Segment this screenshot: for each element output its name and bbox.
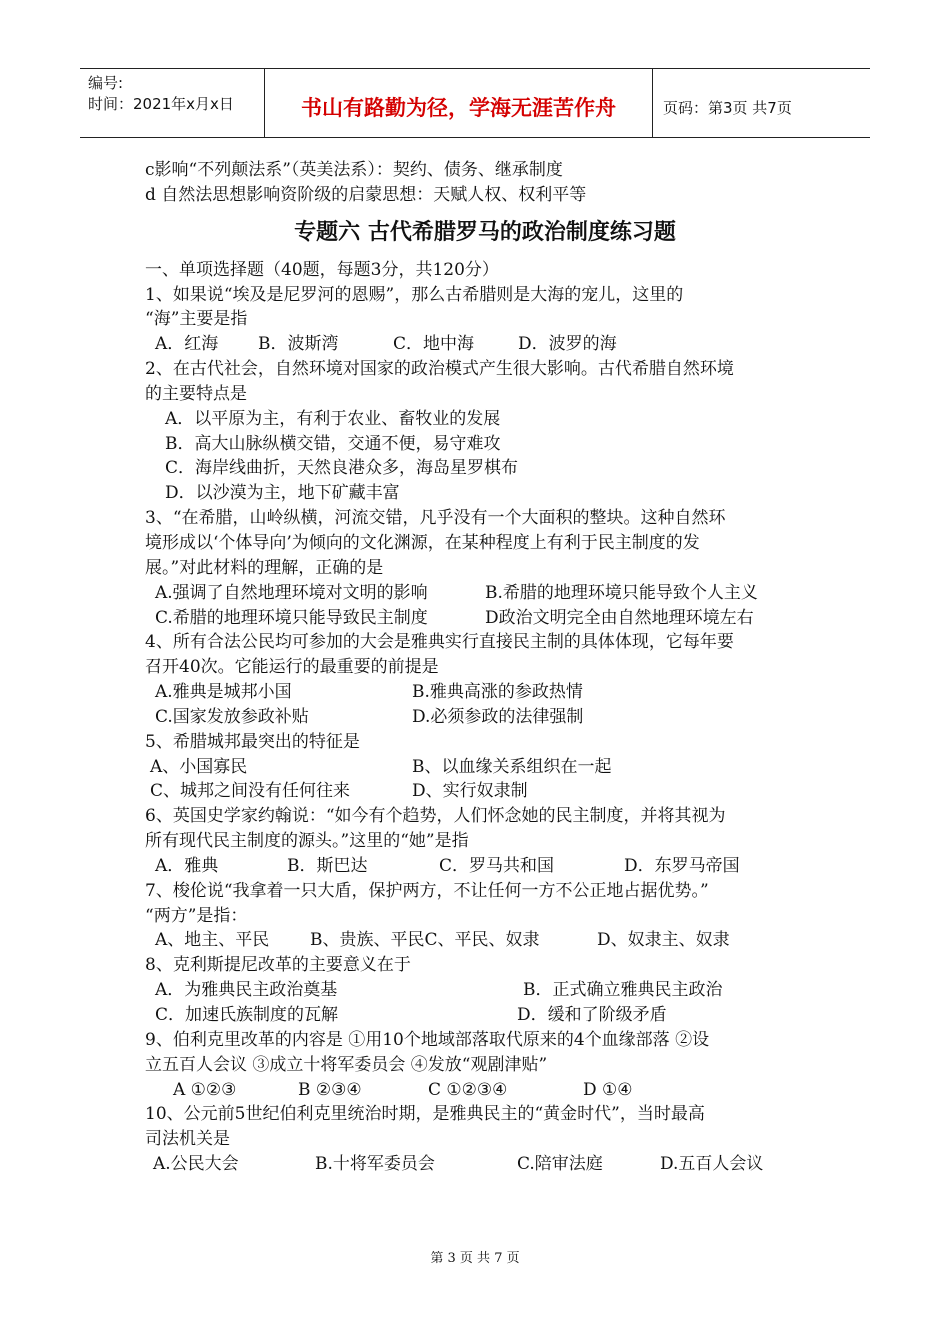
question-6 — [145, 804, 825, 879]
option-d: D.必须参政的法律强制 — [412, 706, 584, 727]
page-header — [80, 68, 870, 138]
option-d: D政治文明完全由自然地理环境左右 — [485, 607, 754, 628]
option-row — [145, 581, 825, 606]
option-d: D．缓和了阶级矛盾 — [517, 1005, 667, 1025]
option-c: C、城邦之间没有任何往来 — [150, 781, 351, 802]
option-d: D．东罗马帝国 — [624, 855, 740, 876]
question-text: 6、英国史学家约翰说：“如今有个趋势，人们怀念她的民主制度，并将其视为 — [145, 806, 726, 827]
option-a: A．红海 — [155, 334, 219, 355]
question-4 — [145, 630, 825, 729]
option-row — [145, 1078, 825, 1103]
question-text: 8、克利斯提尼改革的主要意义在于 — [145, 955, 411, 976]
question-text: 的主要特点是 — [145, 383, 247, 404]
option-c: C.陪审法庭 — [517, 1154, 603, 1175]
intro-line: d 自然法思想影响资阶级的启蒙思想：天赋人权、权利平等 — [145, 184, 587, 205]
header-motto: 书山有路勤为径，学海无涯苦作舟 — [265, 69, 653, 137]
option-row — [145, 978, 825, 1003]
option-d: D ①④ — [583, 1079, 633, 1100]
option-d: D.五百人会议 — [660, 1154, 764, 1175]
question-text: 展。”对此材料的理解，正确的是 — [145, 557, 384, 578]
option-b: B.希腊的地理环境只能导致个人主义 — [485, 582, 758, 603]
question-5 — [145, 730, 825, 805]
option-row — [145, 928, 825, 953]
question-text: 9、伯利克里改革的内容是 ①用10个地域部落取代原来的4个血缘部落 ②设 — [145, 1029, 710, 1050]
question-text: 2、在古代社会，自然环境对国家的政治模式产生很大影响。古代希腊自然环境 — [145, 359, 734, 380]
option-d: D、实行奴隶制 — [412, 781, 528, 802]
option-a: A．雅典 — [155, 855, 219, 876]
option-b: B．高大山脉纵横交错，交通不便，易守难攻 — [165, 433, 501, 454]
option-a: A ①②③ — [173, 1079, 237, 1100]
intro-line: c影响“不列颠法系”（英美法系）：契约、债务、继承制度 — [145, 160, 563, 180]
option-row — [145, 680, 825, 705]
document-title: 专题六 古代希腊罗马的政治制度练习题 — [294, 219, 676, 245]
question-text: 5、希腊城邦最突出的特征是 — [145, 731, 360, 752]
option-c: C．地中海 — [393, 334, 475, 355]
section-heading: 一、单项选择题（40题，每题3分，共120分） — [145, 259, 499, 280]
option-b: B.雅典高涨的参政热情 — [412, 682, 583, 703]
question-text: 4、所有合法公民均可参加的大会是雅典实行直接民主制的具体体现，它每年要 — [145, 632, 734, 653]
option-row — [145, 1003, 825, 1028]
question-3 — [145, 506, 825, 630]
option-d: D．以沙漠为主，地下矿藏丰富 — [165, 483, 400, 504]
option-a: A、小国寡民 — [150, 756, 248, 777]
question-text: 1、如果说“埃及是尼罗河的恩赐”，那么古希腊则是大海的宠儿，这里的 — [145, 284, 684, 305]
option-b: B.十将军委员会 — [315, 1154, 435, 1175]
header-meta — [80, 69, 265, 137]
option-row — [145, 779, 825, 804]
option-row — [145, 606, 825, 631]
option-row — [145, 854, 825, 879]
option-a: A．以平原为主，有利于农业、畜牧业的发展 — [165, 408, 501, 429]
document-date: 时间：2021年x月x日 — [88, 95, 234, 113]
option-row — [145, 1152, 825, 1177]
option-b: B．斯巴达 — [287, 855, 368, 876]
option-b: B．正式确立雅典民主政治 — [523, 980, 723, 1001]
question-2 — [145, 357, 825, 506]
option-c: C ①②③④ — [428, 1079, 508, 1100]
option-a: A.公民大会 — [153, 1154, 239, 1175]
document-body — [145, 158, 825, 1177]
question-9 — [145, 1028, 825, 1103]
option-a: A.强调了自然地理环境对文明的影响 — [155, 582, 428, 603]
question-7 — [145, 879, 825, 954]
question-10 — [145, 1102, 825, 1177]
option-row — [145, 755, 825, 780]
question-text: 召开40次。它能运行的最重要的前提是 — [145, 657, 439, 678]
option-b: B．波斯湾 — [258, 334, 339, 355]
question-1 — [145, 283, 825, 358]
question-text: 10、公元前5世纪伯利克里统治时期，是雅典民主的“黄金时代”，当时最高 — [145, 1104, 705, 1125]
option-c: C．加速氏族制度的瓦解 — [155, 1005, 339, 1025]
option-b-c: B、贵族、平民C、平民、奴隶 — [310, 930, 540, 951]
option-c: C．海岸线曲折，天然良港众多，海岛星罗棋布 — [165, 458, 519, 479]
page-footer: 第 3 页 共 7 页 — [430, 1251, 520, 1266]
question-text: 司法机关是 — [145, 1129, 230, 1150]
option-d: D．波罗的海 — [518, 334, 617, 355]
question-text: “两方”是指： — [145, 905, 248, 926]
question-text: 3、“在希腊，山岭纵横，河流交错，凡乎没有一个大面积的整块。这种自然环 — [145, 508, 726, 529]
question-text: 7、梭伦说“我拿着一只大盾，保护两方，不让任何一方不公正地占据优势。” — [145, 880, 709, 901]
option-b: B、以血缘关系组织在一起 — [412, 756, 612, 777]
option-b: B ②③④ — [298, 1079, 362, 1100]
option-c: C.国家发放参政补贴 — [155, 706, 309, 727]
option-a: A．为雅典民主政治奠基 — [155, 980, 338, 1001]
option-row — [145, 332, 825, 357]
option-a: A、地主、平民 — [155, 930, 270, 951]
question-text: 境形成以‘个体导向’为倾向的文化渊源，在某种程度上有利于民主制度的发 — [145, 532, 700, 553]
header-page-info: 页码：第3页 共7页 — [663, 98, 792, 117]
option-a: A.雅典是城邦小国 — [155, 682, 292, 703]
question-text: 所有现代民主制度的源头。”这里的“她”是指 — [145, 831, 469, 852]
option-c: C．罗马共和国 — [439, 855, 555, 876]
question-text: 立五百人会议 ③成立十将军委员会 ④发放“观剧津贴” — [145, 1054, 548, 1075]
question-8 — [145, 953, 825, 1028]
option-d: D、奴隶主、奴隶 — [597, 930, 730, 951]
option-c: C.希腊的地理环境只能导致民主制度 — [155, 607, 428, 628]
document-number: 编号: — [88, 74, 124, 92]
question-text: “海”主要是指 — [145, 309, 248, 330]
option-row — [145, 705, 825, 730]
